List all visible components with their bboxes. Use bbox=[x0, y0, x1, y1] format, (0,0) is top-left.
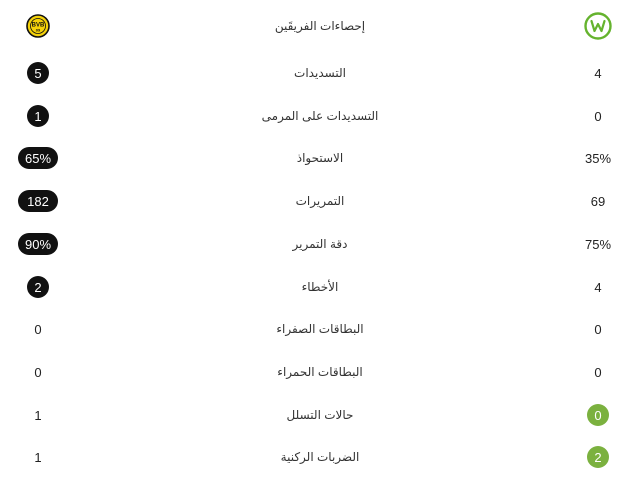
bvb-crest-icon bbox=[0, 8, 76, 44]
stat-row bbox=[0, 311, 640, 347]
away-stat-value: 0 bbox=[594, 364, 602, 380]
home-stat-value: 1 bbox=[34, 449, 42, 465]
stats-header bbox=[0, 8, 640, 44]
home-stat-value-cell bbox=[0, 397, 76, 433]
home-stat-value: 5 bbox=[27, 62, 49, 84]
stat-row bbox=[0, 269, 640, 305]
away-stat-value-cell bbox=[560, 439, 636, 475]
away-stat-value-cell bbox=[560, 183, 636, 219]
stat-row bbox=[0, 226, 640, 262]
stats-title: إحصاءات الفريقَين bbox=[274, 19, 366, 33]
wolfsburg-crest-svg bbox=[584, 12, 612, 40]
home-stat-value: 90% bbox=[18, 233, 58, 255]
away-stat-value: 4 bbox=[594, 65, 602, 81]
away-stat-value-cell bbox=[560, 98, 636, 134]
away-stat-value: 35% bbox=[584, 150, 612, 166]
stat-label: البطاقات الصفراء bbox=[276, 322, 364, 336]
bvb-crest-svg bbox=[26, 14, 50, 38]
stat-label: حالات التسلل bbox=[286, 408, 354, 422]
home-stat-value: 0 bbox=[34, 321, 42, 337]
stat-label: الضربات الركنية bbox=[280, 450, 360, 464]
stat-label: الأخطاء bbox=[301, 280, 339, 294]
home-stat-value: 1 bbox=[34, 407, 42, 423]
away-stat-value: 69 bbox=[590, 193, 606, 209]
home-stat-value-cell bbox=[0, 311, 76, 347]
stat-row bbox=[0, 183, 640, 219]
away-stat-value: 0 bbox=[594, 108, 602, 124]
stat-row bbox=[0, 98, 640, 134]
away-stat-value: 2 bbox=[587, 446, 609, 468]
home-stat-value: 0 bbox=[34, 364, 42, 380]
away-stat-value-cell bbox=[560, 354, 636, 390]
stat-row bbox=[0, 140, 640, 176]
stat-row bbox=[0, 397, 640, 433]
home-stat-value-cell bbox=[0, 98, 76, 134]
stat-row bbox=[0, 55, 640, 91]
stat-label: التمريرات bbox=[295, 194, 345, 208]
home-stat-value: 182 bbox=[18, 190, 58, 212]
home-stat-value: 1 bbox=[27, 105, 49, 127]
home-stat-value: 2 bbox=[27, 276, 49, 298]
home-stat-value: 65% bbox=[18, 147, 58, 169]
home-stat-value-cell bbox=[0, 183, 76, 219]
away-stat-value-cell bbox=[560, 140, 636, 176]
stat-label: الاستحواذ bbox=[296, 151, 344, 165]
away-stat-value-cell bbox=[560, 55, 636, 91]
away-stat-value-cell bbox=[560, 397, 636, 433]
wolfsburg-crest-icon bbox=[560, 8, 636, 44]
home-stat-value-cell bbox=[0, 354, 76, 390]
stat-label: دقة التمرير bbox=[292, 237, 348, 251]
away-stat-value: 75% bbox=[584, 236, 612, 252]
stat-label: التسديدات على المرمى bbox=[261, 109, 379, 123]
bvb-crest-text: BVB bbox=[31, 22, 45, 29]
home-stat-value-cell bbox=[0, 55, 76, 91]
away-stat-value-cell bbox=[560, 269, 636, 305]
away-stat-value: 4 bbox=[594, 279, 602, 295]
away-stat-value: 0 bbox=[587, 404, 609, 426]
bvb-crest-year: 09 bbox=[35, 27, 41, 33]
stat-label: التسديدات bbox=[294, 66, 346, 80]
home-stat-value-cell bbox=[0, 439, 76, 475]
home-stat-value-cell bbox=[0, 226, 76, 262]
stat-row bbox=[0, 439, 640, 475]
stat-label: البطاقات الحمراء bbox=[277, 365, 363, 379]
home-stat-value-cell bbox=[0, 269, 76, 305]
stat-row bbox=[0, 354, 640, 390]
away-stat-value-cell bbox=[560, 311, 636, 347]
away-stat-value: 0 bbox=[594, 321, 602, 337]
home-stat-value-cell bbox=[0, 140, 76, 176]
away-stat-value-cell bbox=[560, 226, 636, 262]
